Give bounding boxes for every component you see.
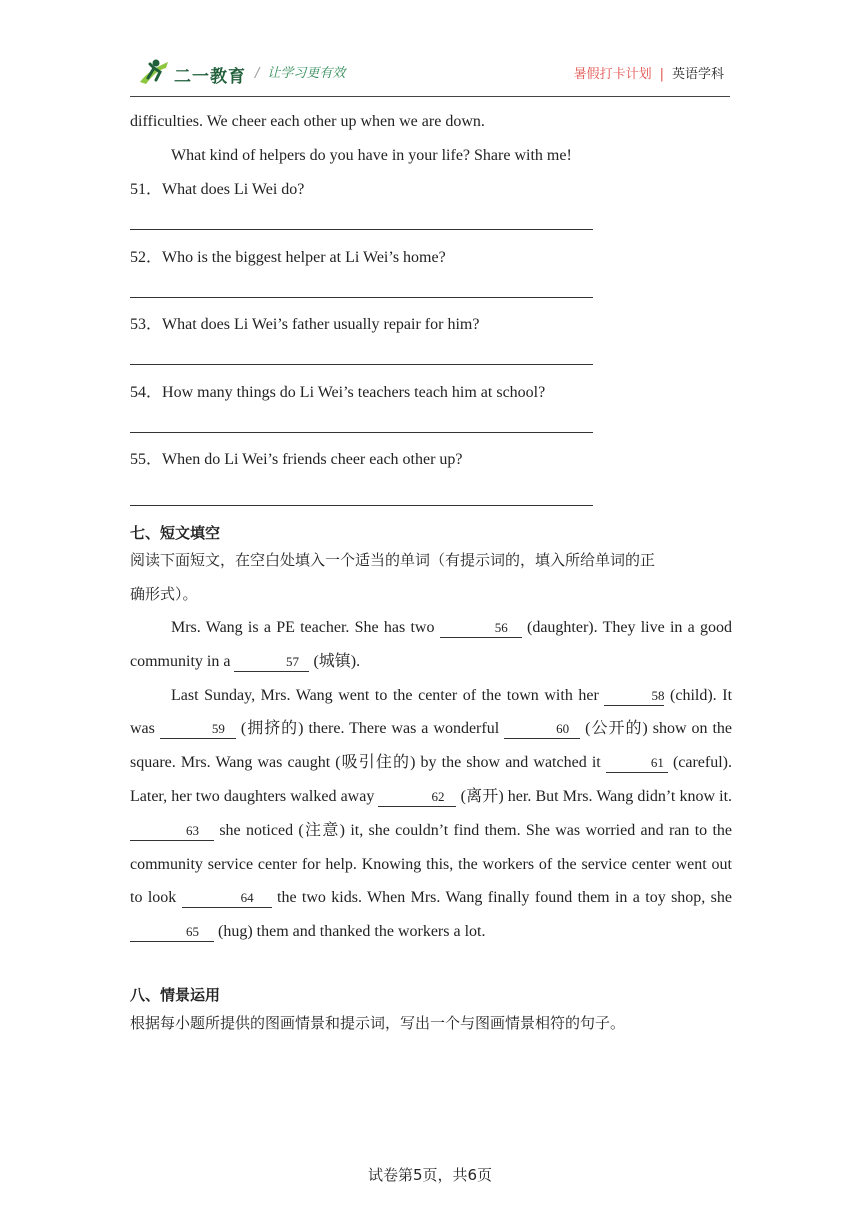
question-text: How many things do Li Wei’s teachers teach him at school?	[162, 384, 546, 401]
blank-58[interactable]: 58	[604, 687, 664, 706]
cloze-text: she noticed (注意) it, she couldn’t find them. She was worried and ran to the community service center for help. Knowing this, the workers of the service center went out to look	[130, 821, 733, 907]
question-number: 51．	[130, 181, 163, 198]
slogan: / 让学习更有效	[255, 66, 346, 81]
blank-65[interactable]: 65	[130, 923, 214, 942]
question-52	[130, 248, 446, 268]
question-55	[130, 450, 463, 470]
blank-60[interactable]: 60	[504, 720, 580, 739]
cloze-text: (careful). Later, her two daughters walked away	[130, 754, 732, 805]
section-8-instruction: 根据每小题所提供的图画情景和提示词，写出一个与图画情景相符的句子。	[130, 1014, 626, 1032]
page-footer: 试卷第5页，共6页	[367, 1166, 493, 1184]
question-53	[130, 315, 479, 335]
answer-line-51[interactable]	[130, 229, 593, 230]
answer-line-55[interactable]	[130, 505, 593, 506]
blank-63[interactable]: 63	[130, 822, 214, 841]
cloze-text: (离开) her. But Mrs. Wang didn’t know it.	[460, 787, 733, 805]
cloze-text: (child). It was	[130, 686, 733, 738]
cloze-text: the two kids. When Mrs. Wang finally found them in a toy shop, she	[277, 889, 733, 907]
blank-61[interactable]: 61	[606, 754, 668, 773]
subject-label: 英语学科	[671, 67, 724, 82]
section-8-title: 八、情景运用	[130, 986, 221, 1004]
section-7-instruction-line1: 阅读下面短文，在空白处填入一个适当的单词（有提示词的，填入所给单词的正	[130, 551, 656, 569]
header-rule	[130, 96, 730, 97]
blank-56[interactable]: 56	[440, 619, 522, 638]
blank-64[interactable]: 64	[182, 889, 272, 908]
cloze-text: (拥挤的) there. There was a wonderful	[240, 720, 500, 738]
brand-logo	[136, 56, 256, 88]
answer-line-54[interactable]	[130, 432, 593, 433]
cloze-text: (城镇).	[313, 652, 361, 670]
passage-end-line1: difficulties. We cheer each other up when we are down.	[130, 113, 485, 130]
section-7-instruction-line2: 确形式）。	[130, 585, 198, 603]
page-header	[130, 54, 730, 96]
plan-label: 暑假打卡计划	[573, 67, 652, 82]
question-number: 52．	[130, 249, 163, 266]
question-number: 53．	[130, 316, 163, 333]
passage-end-line2: What kind of helpers do you have in your life? Share with me!	[171, 147, 572, 164]
question-text: What does Li Wei do?	[162, 181, 305, 198]
answer-line-52[interactable]	[130, 297, 593, 298]
question-text: When do Li Wei’s friends cheer each other up?	[162, 451, 463, 468]
blank-57[interactable]: 57	[234, 653, 309, 672]
cloze-text: (daughter). They live in a good community in a	[130, 619, 732, 670]
header-right	[574, 63, 724, 82]
section-7-title: 七、短文填空	[130, 524, 221, 542]
blank-59[interactable]: 59	[160, 720, 236, 739]
cloze-passage	[130, 611, 732, 949]
answer-line-53[interactable]	[130, 364, 593, 365]
cloze-paragraph-2	[130, 679, 732, 949]
question-number: 55．	[130, 451, 163, 468]
slogan-text: 让学习更有效	[267, 66, 346, 81]
question-51	[130, 180, 304, 200]
question-text: Who is the biggest helper at Li Wei’s home?	[162, 249, 446, 266]
question-number: 54．	[130, 384, 163, 401]
header-separator: |	[659, 67, 664, 82]
cloze-text: (hug) them and thanked the workers a lot.	[218, 923, 486, 941]
question-text: What does Li Wei’s father usually repair for him?	[162, 316, 480, 333]
blank-62[interactable]: 62	[378, 788, 456, 807]
logo-text: 二一教育	[174, 67, 246, 87]
runner-logo-icon	[136, 56, 172, 88]
cloze-text: Last Sunday, Mrs. Wang went to the center of the town with her	[171, 686, 599, 704]
question-54	[130, 383, 545, 403]
cloze-text: (公开的) show on the square. Mrs. Wang was caught (吸引住的) by the show and watched it	[130, 720, 733, 772]
cloze-text: Mrs. Wang is a PE teacher. She has two	[171, 619, 435, 636]
cloze-paragraph-1	[130, 611, 732, 679]
